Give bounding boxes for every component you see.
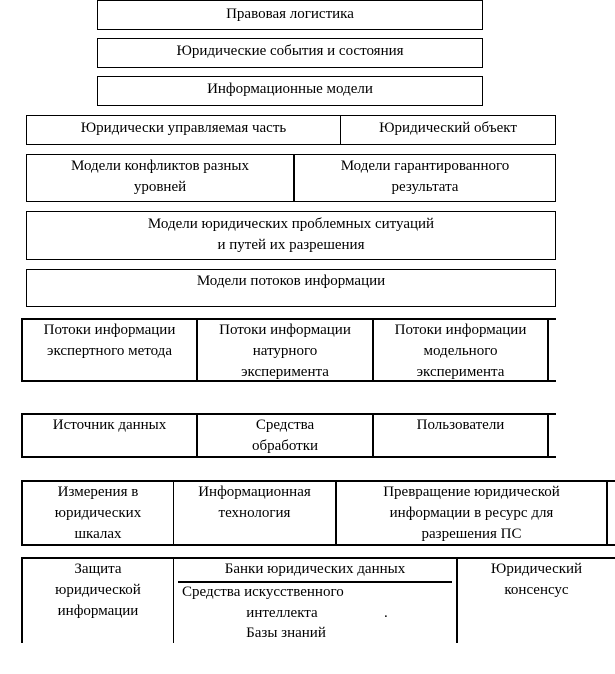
field-flows-line3: эксперимента [241,364,329,380]
info-resource-line1: Превращение юридической [383,484,560,500]
field-flows-line2: натурного [252,343,318,359]
conflict-models-line2: уровней [133,179,187,195]
box-legal-logistics-label: Правовая логистика [226,6,354,22]
model-flows-line3: эксперимента [416,364,505,380]
data-source-label: Источник данных [52,417,167,433]
info-resource-line2: информации в ресурс для [389,505,554,521]
row-managed-part-object [26,115,556,145]
expert-flows-line1: Потоки информации [43,322,176,338]
box-info-flow-models [26,269,556,307]
cell-processing-tools [198,413,372,458]
row-info-flows [21,318,556,382]
row-data-source-processing-users [21,413,556,458]
problem-models-line2: и путей их разрешения [217,237,365,253]
box-info-models [97,76,483,106]
processing-tools-line1: Средства [255,417,315,433]
info-resource-line3: разрешения ПС [421,526,522,542]
box-info-models-label: Информационные модели [207,81,373,97]
guaranteed-result-line1: Модели гарантированного [340,158,510,174]
legal-consensus-line2: консенсус [504,582,569,598]
box-legal-events [97,38,483,68]
cell-managed-part-label: Юридически управляемая часть [80,120,287,136]
cell-data-source [23,413,196,458]
cell-legal-scales [23,480,173,546]
cell-expert-method-flows [23,318,196,382]
ai-tools-line1: Средства искусственного [182,584,344,600]
legal-consensus-line1: Юридический [490,561,583,577]
info-protection-line3: информации [57,603,139,619]
box-legal-logistics [97,0,483,30]
expert-flows-line2: экспертного метода [47,343,172,359]
cell-managed-part [27,116,341,144]
processing-tools-line2: обработки [251,438,319,454]
ai-tools-line2: интеллекта [246,605,318,621]
model-flows-line1: Потоки информации [394,322,527,338]
info-flow-models-label: Модели потоков информации [196,273,386,289]
cell-field-experiment-flows [198,318,372,382]
row-info-flows-divider-3 [547,318,549,382]
cell-model-experiment-flows [374,318,547,382]
cell-info-protection [23,557,173,643]
box-legal-events-label: Юридические события и состояния [176,43,404,59]
cell-users [374,413,547,458]
guaranteed-result-line2: результата [391,179,459,195]
field-flows-line1: Потоки информации [219,322,351,338]
ai-tools-dot: . [384,605,388,621]
conflict-models-line1: Модели конфликтов разных [71,158,249,174]
info-technology-line1: Информационная [198,484,311,500]
row-data-divider-3 [547,413,549,458]
legal-scales-line1: Измерения в [57,484,139,500]
info-technology-line2: технология [218,505,291,521]
data-banks-header: Банки юридических данных [224,561,406,577]
legal-scales-line3: шкалах [74,526,122,542]
cell-info-to-resource [337,480,606,546]
cell-legal-consensus [458,557,615,643]
box-problem-situation-models [26,211,556,260]
cell-guaranteed-result-models [295,155,555,201]
legal-scales-line2: юридических [54,505,142,521]
problem-models-line1: Модели юридических проблемных ситуаций [147,216,435,232]
info-protection-line2: юридической [55,582,141,598]
row-protection-banks-consensus [21,557,615,643]
users-label: Пользователи [416,417,505,433]
cell-legal-data-banks [174,557,456,643]
info-protection-line1: Защита [74,561,122,577]
cell-info-technology [174,480,335,546]
cell-conflict-models [27,155,295,201]
cell-legal-object-label: Юридический объект [379,120,517,136]
row-conflict-guarantee-models [26,154,556,202]
knowledge-bases-label: Базы знаний [246,625,326,641]
model-flows-line2: модельного [423,343,498,359]
row-measurement-technology [21,480,615,546]
cell-legal-object [341,116,555,144]
row-measure-divider-3 [606,480,608,546]
